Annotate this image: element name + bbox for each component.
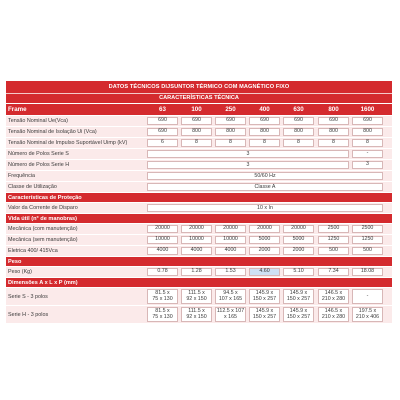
table-row — [6, 234, 392, 245]
table-cell: 145.9 x 150 x 257 — [283, 307, 314, 322]
table-cell: 20000 — [147, 225, 178, 233]
table-cell: 8 — [352, 139, 383, 147]
table-row — [6, 148, 392, 159]
row-label: Tensão Nominal de Impulso Suportável Uimp (kV) — [8, 140, 128, 146]
section-heading — [6, 277, 392, 287]
table-cell: 111.5 x 92 x 150 — [181, 307, 212, 322]
table-cell: 10000 — [147, 236, 178, 244]
table-cell: 197.5 x 210 x 406 — [352, 307, 383, 322]
row-label: Frequência — [8, 173, 35, 179]
table-cell: 4000 — [215, 247, 246, 255]
table-cell: 500 — [318, 247, 349, 255]
table-cell: 145.9 x 150 x 257 — [249, 289, 280, 304]
table-cell: 4000 — [147, 247, 178, 255]
table-cell: 8 — [318, 139, 349, 147]
table-cell: 20000 — [249, 225, 280, 233]
table-row — [6, 170, 392, 181]
row-cells — [147, 224, 392, 234]
table-body — [6, 103, 392, 323]
table-row — [6, 181, 392, 192]
table-cell: 20000 — [283, 225, 314, 233]
table-cell: 8 — [249, 139, 280, 147]
section-title: Vida útil (n° de manobras) — [8, 215, 77, 222]
row-cells — [147, 104, 392, 115]
table-cell: 2000 — [283, 247, 314, 255]
table-cell: 10000 — [215, 236, 246, 244]
table-cell: 690 — [283, 117, 314, 125]
row-cells — [147, 171, 392, 181]
row-cells — [147, 267, 392, 277]
table-cell: 4.60 — [249, 268, 280, 276]
table-subtitle: CARACTERÍSTICAS TÉCNICA — [6, 93, 392, 103]
table-cell: 690 — [249, 117, 280, 125]
table-cell: 3 — [352, 161, 383, 169]
table-cell: 7.34 — [318, 268, 349, 276]
table-cell: 8 — [215, 139, 246, 147]
table-cell: - — [352, 150, 383, 158]
table-cell: 146.5 x 210 x 280 — [318, 289, 349, 304]
row-cells — [147, 203, 392, 213]
table-cell: 800 — [181, 128, 212, 136]
row-cells — [147, 160, 392, 170]
table-cell: 4000 — [181, 247, 212, 255]
row-cells — [147, 127, 392, 137]
table-cell: 2000 — [249, 247, 280, 255]
row-cells — [147, 149, 392, 159]
table-cell: 20000 — [215, 225, 246, 233]
row-cells — [147, 306, 392, 323]
section-title: Características de Proteção — [8, 194, 82, 201]
table-cell: 1600 — [360, 105, 375, 113]
table-cell: 630 — [293, 105, 304, 113]
table-cell: 1.28 — [181, 268, 212, 276]
row-label: Tensão Nominal Ue(Vca) — [8, 118, 68, 124]
table-cell: 100 — [191, 105, 202, 113]
merged-cell: 10 x In — [147, 204, 383, 212]
table-cell: 500 — [352, 247, 383, 255]
row-label: Número de Polos Serie H — [8, 162, 70, 168]
row-label: Classe de Utilização — [8, 184, 57, 190]
table-cell: 690 — [318, 117, 349, 125]
table-cell: 1250 — [352, 236, 383, 244]
table-cell: 81.5 x 75 x 130 — [147, 289, 178, 304]
table-cell: 81.5 x 75 x 130 — [147, 307, 178, 322]
row-label: Eletrica 400/ 415Vca — [8, 248, 58, 254]
table-cell: 8 — [283, 139, 314, 147]
table-row — [6, 266, 392, 277]
table-cell: 800 — [318, 128, 349, 136]
table-row — [6, 159, 392, 170]
row-label: Número de Polos Serie S — [8, 151, 69, 157]
section-title: Peso — [8, 258, 22, 265]
table-cell: 1250 — [318, 236, 349, 244]
table-cell: 5000 — [283, 236, 314, 244]
row-label: Serie H - 3 polos — [8, 311, 49, 318]
section-heading — [6, 192, 392, 202]
table-cell: 5.10 — [283, 268, 314, 276]
row-label: Mecânica (sem manutenção) — [8, 237, 78, 243]
section-heading — [6, 213, 392, 223]
table-cell: 250 — [225, 105, 236, 113]
row-cells — [147, 182, 392, 192]
frame-label: Frame — [8, 106, 27, 113]
frame-header-row — [6, 103, 392, 115]
table-cell: 800 — [283, 128, 314, 136]
table-cell: 94.5 x 107 x 165 — [215, 289, 246, 304]
table-cell: 145.9 x 150 x 257 — [283, 289, 314, 304]
merged-cell: 3 — [147, 150, 349, 158]
section-title: Dimensões A x L x P (mm) — [8, 279, 78, 286]
table-cell: 146.5 x 210 x 280 — [318, 307, 349, 322]
table-row — [6, 137, 392, 148]
table-cell: 2500 — [318, 225, 349, 233]
row-label: Peso (Kg) — [8, 269, 32, 275]
table-cell: 690 — [352, 117, 383, 125]
table-cell: 690 — [215, 117, 246, 125]
table-row — [6, 115, 392, 126]
row-cells — [147, 116, 392, 126]
table-row — [6, 287, 392, 305]
table-cell: 400 — [259, 105, 270, 113]
table-cell: 145.9 x 150 x 257 — [249, 307, 280, 322]
table-cell: 8 — [181, 139, 212, 147]
section-heading — [6, 256, 392, 266]
table-row — [6, 245, 392, 256]
table-cell: - — [352, 289, 383, 304]
table-cell: 112.5 x 107 x 165 — [215, 307, 246, 322]
row-label: Tensão Nominal de Isolação Ui (Vca) — [8, 129, 97, 135]
table-cell: 690 — [147, 117, 178, 125]
merged-cell: 50/60 Hz — [147, 172, 383, 180]
table-cell: 18.08 — [352, 268, 383, 276]
table-cell: 1.53 — [215, 268, 246, 276]
row-label: Serie S - 3 polos — [8, 293, 48, 300]
merged-cell: 3 — [147, 161, 349, 169]
table-cell: 111.5 x 92 x 150 — [181, 289, 212, 304]
merged-cell: Classe A — [147, 183, 383, 191]
table-row — [6, 305, 392, 323]
row-label: Mecânica (com manutenção) — [8, 226, 78, 232]
row-label: Valor da Corrente de Disparo — [8, 205, 78, 211]
table-cell: 10000 — [181, 236, 212, 244]
table-cell: 690 — [181, 117, 212, 125]
table-cell: 690 — [147, 128, 178, 136]
table-cell: 2500 — [352, 225, 383, 233]
row-cells — [147, 235, 392, 245]
table-cell: 20000 — [181, 225, 212, 233]
table-cell: 6 — [147, 139, 178, 147]
table-cell: 0.78 — [147, 268, 178, 276]
table-cell: 5000 — [249, 236, 280, 244]
table-row — [6, 202, 392, 213]
table-row — [6, 126, 392, 137]
table-cell: 63 — [159, 105, 166, 113]
row-cells — [147, 138, 392, 148]
table-cell: 800 — [328, 105, 339, 113]
row-cells — [147, 288, 392, 305]
table-cell: 800 — [249, 128, 280, 136]
technical-data-table — [6, 81, 392, 323]
table-cell: 800 — [215, 128, 246, 136]
table-row — [6, 223, 392, 234]
table-cell: 800 — [352, 128, 383, 136]
row-cells — [147, 246, 392, 256]
table-title: DATOS TÉCNICOS DIJSUNTOR TÉRMICO COM MAGNÉTICO FIXO — [6, 81, 392, 93]
